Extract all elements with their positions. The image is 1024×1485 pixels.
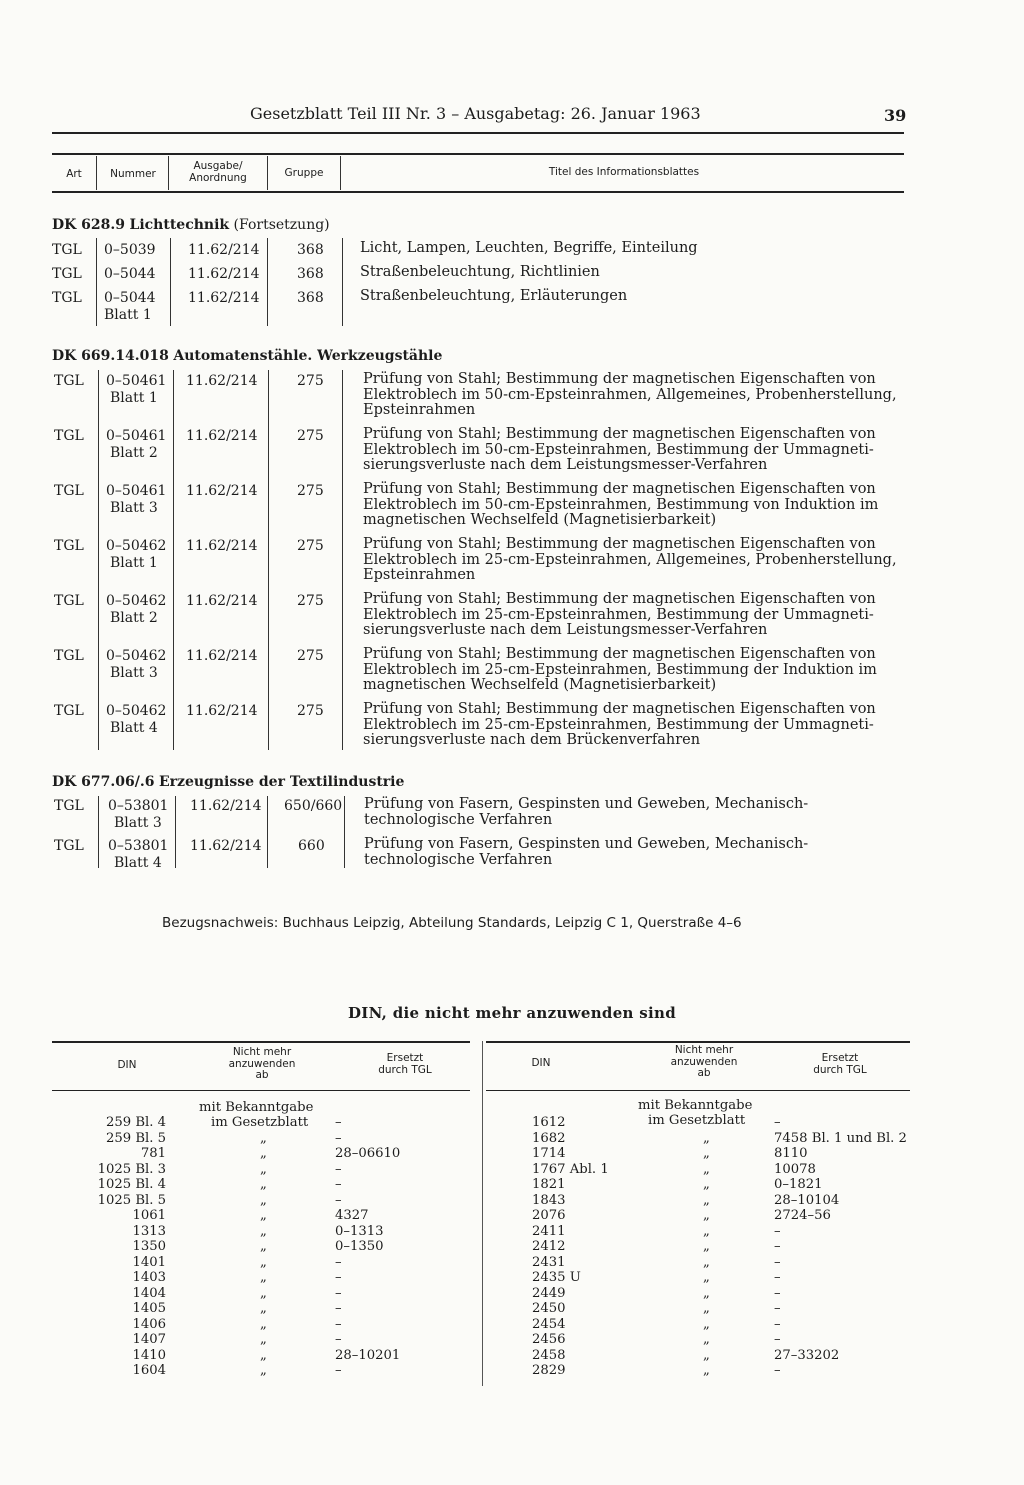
din-number: 2458: [532, 1347, 566, 1363]
cell-nummer: 0–50461: [106, 428, 167, 444]
din-ditto: „: [260, 1270, 267, 1285]
cell-nummer: 0–50462: [106, 703, 167, 719]
din-number: 2076: [532, 1208, 566, 1223]
cell-titel: Epsteinrahmen: [363, 567, 476, 583]
cell-gruppe: 368: [297, 242, 324, 258]
cell-art: TGL: [54, 838, 84, 854]
col-divider: [98, 370, 99, 750]
cell-titel: Elektroblech im 25-cm-Epsteinrahmen, Bestimmung der Induktion im: [363, 662, 877, 678]
cell-titel: Prüfung von Stahl; Bestimmung der magnetischen Eigenschaften von: [363, 426, 876, 442]
din-number: 1767 Abl. 1: [532, 1161, 609, 1177]
din-ersetzt: –: [335, 1270, 342, 1285]
cell-ausgabe: 11.62/214: [186, 428, 258, 444]
din-ditto: „: [703, 1316, 710, 1332]
din-ersetzt: –: [774, 1270, 781, 1285]
din-ditto: „: [703, 1270, 710, 1285]
cell-ausgabe: 11.62/214: [186, 483, 258, 499]
page-number: 39: [884, 106, 907, 125]
din-ersetzt: 0–1313: [335, 1223, 384, 1239]
cell-titel: Straßenbeleuchtung, Richtlinien: [360, 264, 600, 280]
din-ditto: „: [260, 1239, 267, 1254]
din-col-ersetzt-line2: durch TGL: [813, 1063, 867, 1076]
din-ditto: „: [260, 1301, 267, 1316]
din-ditto: „: [260, 1347, 267, 1363]
din-ditto: „: [703, 1332, 710, 1347]
section-name: Lichttechnik: [129, 217, 230, 233]
cell-titel: Prüfung von Fasern, Gespinsten und Geweben, Mechanisch-: [364, 836, 809, 852]
din-ersetzt: –: [335, 1285, 342, 1301]
cell-titel: Prüfung von Stahl; Bestimmung der magnetischen Eigenschaften von: [363, 701, 876, 717]
table-header-bottom-rule: [52, 191, 904, 193]
head-divider: [168, 156, 169, 190]
cell-gruppe: 650/660: [284, 798, 343, 814]
din-mit-bekanntgabe: mit Bekanntgabe: [199, 1100, 314, 1115]
cell-ausgabe: 11.62/214: [186, 593, 258, 609]
col-divider: [342, 238, 343, 326]
din-number: 1061: [132, 1208, 166, 1223]
din-number: 1313: [132, 1223, 166, 1239]
din-number: 1025 Bl. 5: [97, 1192, 166, 1208]
din-ersetzt: –: [774, 1115, 781, 1130]
col-ausgabe-line2: Anordnung: [189, 172, 247, 184]
din-heading: DIN, die nicht mehr anzuwenden sind: [347, 1004, 677, 1022]
cell-art: TGL: [52, 266, 82, 282]
din-number: 2829: [532, 1363, 566, 1378]
col-divider: [96, 238, 97, 326]
cell-gruppe: 275: [297, 593, 324, 609]
din-header-rule: [52, 1090, 470, 1091]
din-ersetzt: –: [774, 1301, 781, 1316]
din-col-nicht-line1: Nicht mehr: [674, 1044, 734, 1056]
din-number: 2412: [532, 1239, 566, 1254]
head-divider: [340, 156, 341, 190]
din-ditto: „: [703, 1161, 710, 1177]
cell-titel: technologische Verfahren: [364, 812, 553, 828]
head-divider: [267, 156, 268, 190]
din-ersetzt: –: [335, 1161, 342, 1177]
cell-titel: Prüfung von Stahl; Bestimmung der magnetischen Eigenschaften von: [363, 646, 876, 662]
din-ditto: „: [260, 1332, 267, 1347]
col-divider: [173, 370, 174, 750]
din-number: 2449: [532, 1285, 566, 1301]
din-ersetzt: –: [774, 1223, 781, 1239]
cell-blatt: Blatt 1: [104, 307, 152, 323]
din-ersetzt: 27–33202: [774, 1347, 840, 1363]
din-ditto: „: [703, 1285, 710, 1301]
cell-gruppe: 660: [298, 838, 325, 854]
din-ersetzt: –: [774, 1239, 781, 1254]
cell-nummer: 0–53801: [108, 838, 169, 854]
din-col-ersetzt: [790, 1053, 890, 1076]
din-ditto: „: [703, 1223, 710, 1239]
col-divider: [267, 238, 268, 326]
din-ersetzt: –: [335, 1115, 342, 1130]
cell-gruppe: 275: [297, 373, 324, 389]
cell-blatt: Blatt 2: [110, 610, 158, 626]
din-number: 781: [140, 1146, 166, 1161]
din-ersetzt: –: [774, 1285, 781, 1301]
cell-blatt: Blatt 4: [114, 855, 162, 871]
col-art: Art: [66, 168, 82, 180]
cell-blatt: Blatt 2: [110, 445, 158, 461]
cell-art: TGL: [54, 373, 84, 389]
cell-nummer: 0–53801: [108, 798, 169, 814]
din-ersetzt: 0–1350: [335, 1239, 384, 1254]
section-code: DK 669.14.018: [52, 348, 169, 364]
cell-ausgabe: 11.62/214: [186, 703, 258, 719]
din-number: 1404: [132, 1285, 166, 1301]
din-number: 259 Bl. 4: [105, 1115, 166, 1130]
section-code: DK 628.9: [52, 217, 126, 233]
din-number: 1405: [132, 1301, 166, 1316]
din-col-nicht-line2: anzuwenden: [670, 1055, 738, 1068]
cell-gruppe: 275: [297, 538, 324, 554]
cell-gruppe: 368: [297, 266, 324, 282]
din-ditto: „: [703, 1363, 710, 1378]
din-number: 1682: [532, 1130, 566, 1146]
cell-titel: Prüfung von Stahl; Bestimmung der magnetischen Eigenschaften von: [363, 591, 876, 607]
cell-art: TGL: [54, 428, 84, 444]
col-divider: [344, 796, 345, 868]
din-ersetzt: –: [335, 1316, 342, 1332]
din-ditto: „: [260, 1192, 267, 1208]
cell-blatt: Blatt 4: [110, 720, 158, 736]
din-number: 2435 U: [532, 1270, 581, 1285]
din-ditto: „: [703, 1347, 710, 1363]
cell-gruppe: 275: [297, 428, 324, 444]
cell-art: TGL: [54, 648, 84, 664]
din-ditto: „: [260, 1316, 267, 1332]
din-center-divider: [482, 1041, 483, 1386]
cell-blatt: Blatt 3: [114, 815, 162, 831]
cell-art: TGL: [52, 290, 82, 306]
cell-titel: Elektroblech im 25-cm-Epsteinrahmen, Bestimmung der Ummagneti-: [363, 607, 874, 623]
section-suffix: (Fortsetzung): [233, 217, 330, 233]
cell-art: TGL: [54, 593, 84, 609]
din-col-ersetzt: [355, 1053, 455, 1076]
din-ersetzt: –: [335, 1192, 342, 1208]
col-divider: [170, 238, 171, 326]
din-number: 1403: [132, 1270, 166, 1285]
din-ersetzt: –: [335, 1254, 342, 1270]
cell-titel: Elektroblech im 50-cm-Epsteinrahmen, Bestimmung von Induktion im: [363, 497, 879, 513]
din-number: 1604: [132, 1363, 166, 1378]
cell-titel: Elektroblech im 25-cm-Epsteinrahmen, Allgemeines, Probenherstellung,: [363, 552, 897, 568]
din-number: 1612: [532, 1115, 566, 1130]
din-col-nicht: [654, 1045, 754, 1080]
din-ersetzt: 28–10201: [335, 1347, 401, 1363]
col-divider: [268, 370, 269, 750]
section-name: Erzeugnisse der Textilindustrie: [158, 774, 405, 790]
din-number: 2454: [532, 1316, 566, 1332]
cell-titel: Prüfung von Fasern, Gespinsten und Geweben, Mechanisch-: [364, 796, 809, 812]
din-ditto: „: [260, 1254, 267, 1270]
din-ditto: „: [703, 1239, 710, 1254]
din-top-rule: [52, 1041, 470, 1043]
din-ersetzt: 0–1821: [774, 1177, 823, 1192]
table-top-rule: [52, 153, 904, 155]
din-ditto: „: [703, 1208, 710, 1223]
cell-titel: magnetischen Wechselfeld (Magnetisierbarkeit): [363, 677, 717, 693]
din-ditto: „: [260, 1130, 267, 1146]
cell-ausgabe: 11.62/214: [190, 798, 262, 814]
din-number: 2456: [532, 1332, 566, 1347]
din-number: 1406: [132, 1316, 166, 1332]
cell-nummer: 0–5044: [104, 290, 156, 306]
cell-titel: Elektroblech im 25-cm-Epsteinrahmen, Bestimmung der Ummagneti-: [363, 717, 874, 733]
din-col-nicht: [212, 1047, 312, 1082]
cell-ausgabe: 11.62/214: [188, 266, 260, 282]
din-header-rule: [486, 1090, 910, 1091]
col-nummer: Nummer: [110, 168, 156, 180]
cell-nummer: 0–50462: [106, 593, 167, 609]
cell-art: TGL: [54, 538, 84, 554]
din-number: 1714: [532, 1146, 566, 1161]
cell-art: TGL: [54, 483, 84, 499]
col-gruppe: Gruppe: [284, 167, 324, 179]
din-ersetzt: –: [774, 1254, 781, 1270]
din-ditto: „: [703, 1146, 710, 1161]
cell-titel: Prüfung von Stahl; Bestimmung der magnetischen Eigenschaften von: [363, 536, 876, 552]
cell-gruppe: 275: [297, 703, 324, 719]
cell-titel: magnetischen Wechselfeld (Magnetisierbarkeit): [363, 512, 717, 528]
cell-nummer: 0–5039: [104, 242, 156, 258]
din-ditto: „: [260, 1208, 267, 1223]
din-col-nicht-line2: anzuwenden: [228, 1057, 296, 1070]
din-col-din: DIN: [531, 1057, 551, 1069]
cell-titel: Straßenbeleuchtung, Erläuterungen: [360, 288, 628, 304]
din-number: 1401: [132, 1254, 166, 1270]
cell-titel: sierungsverluste nach dem Brückenverfahren: [363, 732, 701, 748]
cell-titel: Prüfung von Stahl; Bestimmung der magnetischen Eigenschaften von: [363, 481, 876, 497]
col-ausgabe: [172, 160, 264, 184]
din-ersetzt: –: [774, 1332, 781, 1347]
section-name: Automatenstähle. Werkzeugstähle: [173, 348, 443, 364]
cell-titel: Elektroblech im 50-cm-Epsteinrahmen, Bestimmung der Ummagneti-: [363, 442, 874, 458]
din-number: 259 Bl. 5: [105, 1130, 166, 1146]
section-heading: [52, 348, 442, 364]
cell-ausgabe: 11.62/214: [186, 648, 258, 664]
cell-nummer: 0–5044: [104, 266, 156, 282]
cell-blatt: Blatt 3: [110, 665, 158, 681]
din-ditto: „: [260, 1223, 267, 1239]
col-divider: [175, 796, 176, 868]
din-ersetzt: –: [335, 1363, 342, 1378]
cell-nummer: 0–50462: [106, 538, 167, 554]
bezugsnachweis: Bezugsnachweis: Buchhaus Leipzig, Abteilung Standards, Leipzig C 1, Querstraße 4–6: [162, 915, 742, 931]
din-ditto: „: [260, 1177, 267, 1192]
cell-art: TGL: [52, 242, 82, 258]
din-number: 2450: [532, 1301, 566, 1316]
col-divider: [98, 796, 99, 868]
din-number: 2411: [532, 1223, 566, 1239]
din-col-nicht-line3: ab: [255, 1069, 269, 1081]
din-ersetzt: 7458 Bl. 1 und Bl. 2: [774, 1130, 907, 1146]
cell-titel: Epsteinrahmen: [363, 402, 476, 418]
din-ersetzt: 4327: [335, 1208, 369, 1223]
din-ditto: „: [703, 1192, 710, 1208]
din-col-ersetzt-line1: Ersetzt: [386, 1052, 424, 1064]
din-ditto: „: [703, 1301, 710, 1316]
cell-gruppe: 368: [297, 290, 324, 306]
page-header-title: Gesetzblatt Teil III Nr. 3 – Ausgabetag: 26. Januar 1963: [250, 104, 701, 123]
section-heading: [52, 774, 404, 790]
col-titel: Titel des Informationsblattes: [548, 166, 700, 178]
din-number: 1407: [132, 1332, 166, 1347]
din-ersetzt: 10078: [774, 1161, 816, 1177]
din-im-gesetzblatt: im Gesetzblatt: [648, 1113, 746, 1128]
din-ditto: „: [703, 1177, 710, 1192]
din-number: 2431: [532, 1254, 566, 1270]
cell-ausgabe: 11.62/214: [186, 373, 258, 389]
header-rule: [52, 132, 904, 134]
din-ditto: „: [260, 1285, 267, 1301]
din-number: 1843: [532, 1192, 566, 1208]
cell-blatt: Blatt 1: [110, 390, 158, 406]
col-ausgabe-line1: Ausgabe/: [193, 160, 243, 172]
cell-titel: sierungsverluste nach dem Leistungsmesser-Verfahren: [363, 622, 768, 638]
cell-blatt: Blatt 1: [110, 555, 158, 571]
din-ersetzt: –: [774, 1363, 781, 1378]
din-number: 1025 Bl. 4: [97, 1177, 166, 1192]
cell-titel: Prüfung von Stahl; Bestimmung der magnetischen Eigenschaften von: [363, 371, 876, 387]
din-ditto: „: [260, 1363, 267, 1378]
cell-ausgabe: 11.62/214: [188, 290, 260, 306]
din-ersetzt: 28–10104: [774, 1192, 840, 1208]
din-ersetzt: 2724–56: [774, 1208, 831, 1223]
cell-gruppe: 275: [297, 483, 324, 499]
cell-titel: technologische Verfahren: [364, 852, 553, 868]
cell-titel: Elektroblech im 50-cm-Epsteinrahmen, Allgemeines, Probenherstellung,: [363, 387, 897, 403]
cell-gruppe: 275: [297, 648, 324, 664]
din-number: 1410: [132, 1347, 166, 1363]
cell-art: TGL: [54, 703, 84, 719]
din-col-nicht-line3: ab: [697, 1067, 711, 1079]
cell-titel: Licht, Lampen, Leuchten, Begriffe, Einteilung: [360, 240, 698, 256]
cell-titel: sierungsverluste nach dem Leistungsmesser-Verfahren: [363, 457, 768, 473]
din-col-nicht-line1: Nicht mehr: [232, 1046, 292, 1058]
section-heading: [52, 217, 330, 233]
din-ersetzt: –: [335, 1301, 342, 1316]
cell-nummer: 0–50462: [106, 648, 167, 664]
cell-ausgabe: 11.62/214: [186, 538, 258, 554]
din-col-din: DIN: [117, 1059, 137, 1071]
din-mit-bekanntgabe: mit Bekanntgabe: [638, 1098, 753, 1113]
din-ditto: „: [260, 1146, 267, 1161]
din-ersetzt: 8110: [774, 1146, 808, 1161]
din-ersetzt: –: [335, 1130, 342, 1146]
din-col-ersetzt-line1: Ersetzt: [821, 1052, 859, 1064]
section-code: DK 677.06/.6: [52, 774, 155, 790]
cell-nummer: 0–50461: [106, 373, 167, 389]
col-divider: [267, 796, 268, 868]
din-im-gesetzblatt: im Gesetzblatt: [211, 1115, 309, 1130]
din-ditto: „: [703, 1130, 710, 1146]
cell-ausgabe: 11.62/214: [188, 242, 260, 258]
din-top-rule: [486, 1041, 910, 1043]
din-ersetzt: –: [335, 1177, 342, 1192]
din-ersetzt: 28–06610: [335, 1146, 401, 1161]
head-divider: [96, 156, 97, 190]
cell-ausgabe: 11.62/214: [190, 838, 262, 854]
din-number: 1821: [532, 1177, 566, 1192]
col-divider: [342, 370, 343, 750]
din-col-ersetzt-line2: durch TGL: [378, 1063, 432, 1076]
cell-blatt: Blatt 3: [110, 500, 158, 516]
cell-art: TGL: [54, 798, 84, 814]
din-ersetzt: –: [774, 1316, 781, 1332]
din-ditto: „: [260, 1161, 267, 1177]
din-number: 1350: [132, 1239, 166, 1254]
din-ersetzt: –: [335, 1332, 342, 1347]
din-number: 1025 Bl. 3: [97, 1161, 166, 1177]
cell-nummer: 0–50461: [106, 483, 167, 499]
din-ditto: „: [703, 1254, 710, 1270]
